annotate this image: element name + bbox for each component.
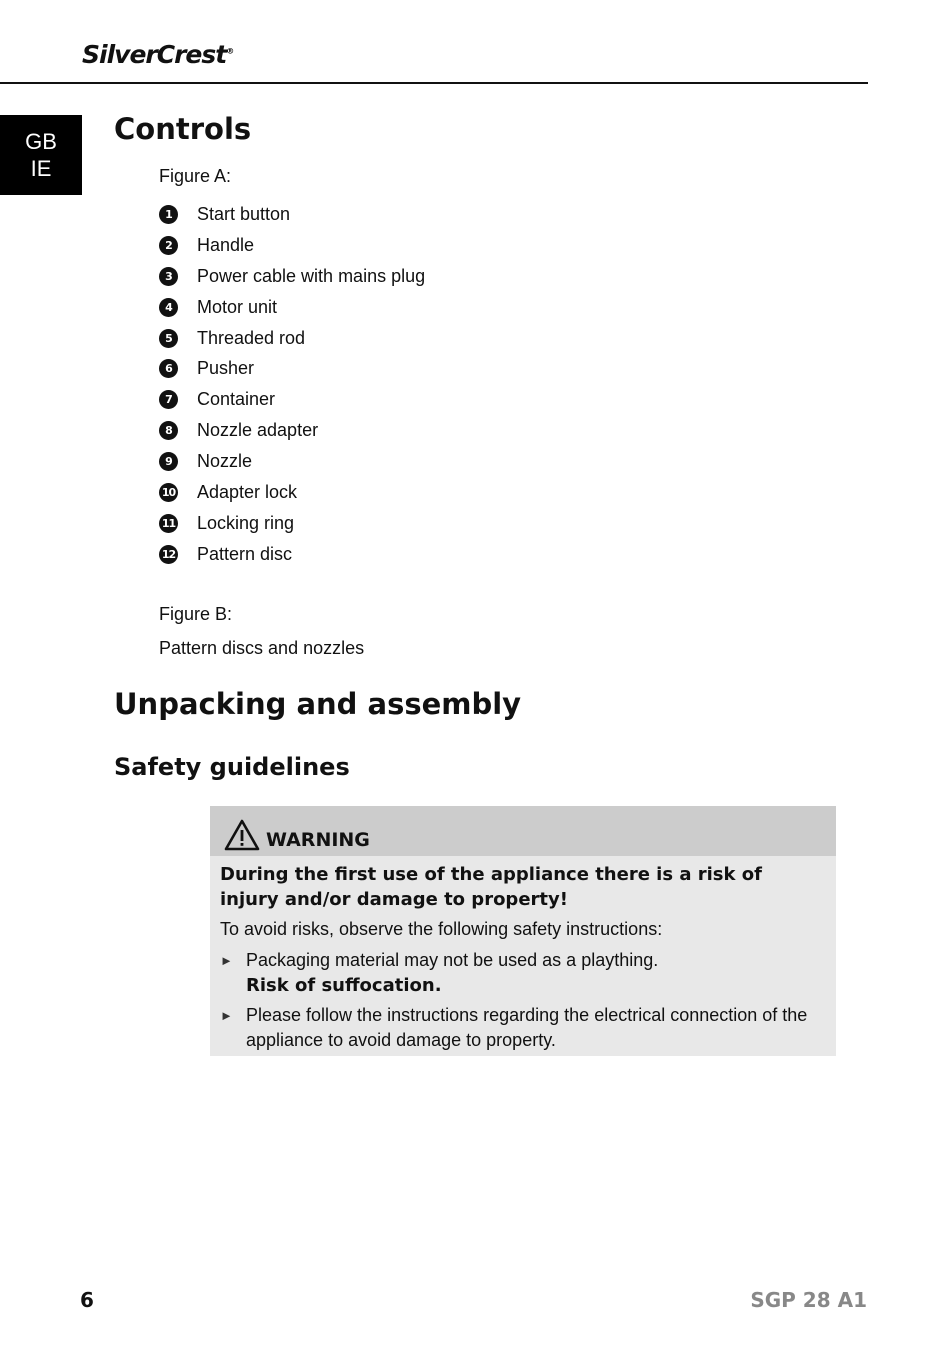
unpacking-heading: Unpacking and assembly: [114, 687, 522, 721]
number-badge: 10: [159, 483, 178, 502]
bullet-text: Please follow the instructions regarding the electrical connection of the appliance to avoid damage to property.: [246, 1005, 808, 1050]
control-item: [159, 446, 425, 477]
control-item: [159, 508, 425, 539]
number-badge: 1: [159, 205, 178, 224]
page-number: 6: [80, 1288, 94, 1312]
controls-list: [159, 199, 425, 570]
control-label: Locking ring: [197, 512, 295, 533]
warning-lead: During the first use of the appliance there is a risk of injury and/or damage to property!: [220, 864, 762, 910]
control-item: [159, 199, 425, 230]
safety-subheading: Safety guidelines: [114, 753, 350, 781]
number-badge: 12: [159, 545, 178, 564]
figure-b-text: Pattern discs and nozzles: [159, 638, 365, 658]
warning-body: [210, 856, 836, 1053]
language-tab: [0, 115, 82, 195]
number-badge: 6: [159, 359, 178, 378]
control-item: [159, 415, 425, 446]
control-label: Pusher: [197, 358, 255, 379]
bullet-text: Packaging material may not be used as a plaything.: [246, 950, 659, 970]
number-badge: 2: [159, 236, 178, 255]
lang-code-ie: IE: [30, 156, 52, 181]
controls-heading: Controls: [114, 112, 252, 146]
control-item: [159, 477, 425, 508]
control-label: Handle: [197, 234, 255, 255]
control-item: [159, 230, 425, 261]
control-item: [159, 261, 425, 292]
warning-bullet: [220, 1003, 826, 1053]
control-label: Start button: [197, 203, 291, 224]
control-item: [159, 292, 425, 323]
bullet-arrow-icon: ►: [220, 953, 233, 968]
control-label: Pattern disc: [197, 543, 293, 564]
figure-a-label: Figure A:: [159, 166, 232, 186]
control-item: [159, 539, 425, 570]
model-number: SGP 28 A1: [750, 1288, 867, 1312]
warning-header: [210, 806, 836, 856]
number-badge: 11: [159, 514, 178, 533]
warning-bullet: [220, 948, 826, 998]
control-label: Power cable with mains plug: [197, 265, 426, 286]
number-badge: 9: [159, 452, 178, 471]
control-label: Container: [197, 389, 276, 410]
warning-intro: To avoid risks, observe the following safety instructions:: [220, 919, 663, 939]
control-label: Nozzle adapter: [197, 420, 319, 441]
warning-triangle-icon: [224, 819, 260, 851]
control-label: Nozzle: [197, 451, 253, 472]
bullet-arrow-icon: ►: [220, 1008, 233, 1023]
number-badge: 8: [159, 421, 178, 440]
control-item: [159, 353, 425, 384]
number-badge: 5: [159, 329, 178, 348]
warning-title: WARNING: [266, 829, 370, 851]
warning-box: [210, 806, 836, 1056]
bullet-emphasis: Risk of suffocation.: [246, 975, 442, 996]
control-label: Motor unit: [197, 296, 278, 317]
control-item: [159, 384, 425, 415]
number-badge: 4: [159, 298, 178, 317]
brand-logo: SilverCrest®: [82, 40, 235, 69]
lang-code-gb: GB: [25, 129, 57, 154]
figure-b-label: Figure B:: [159, 604, 233, 624]
header-divider: [0, 82, 868, 84]
number-badge: 3: [159, 267, 178, 286]
control-label: Adapter lock: [197, 481, 298, 502]
control-label: Threaded rod: [197, 327, 306, 348]
control-item: [159, 323, 425, 354]
number-badge: 7: [159, 390, 178, 409]
